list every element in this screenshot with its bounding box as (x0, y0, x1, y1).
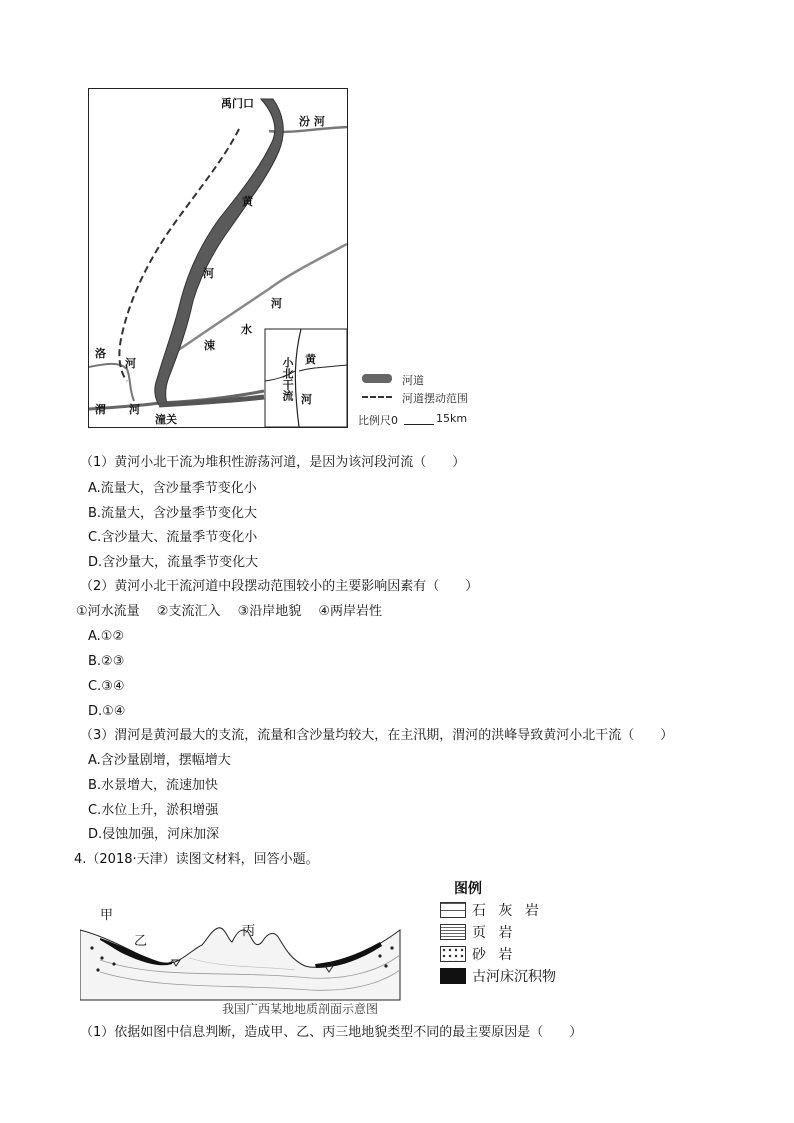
q3-sub3-option-d[interactable]: D.侵蚀加强，河床加深 (88, 827, 220, 842)
q3-sub2-option-c[interactable]: C.③④ (88, 679, 125, 694)
shale-swatch (440, 924, 466, 940)
bedrock-fill (80, 928, 400, 1000)
q3-sub1-option-c[interactable]: C.含沙量大、流量季节变化小 (88, 530, 258, 545)
q3-sub1-option-a[interactable]: A.流量大，含沙量季节变化小 (88, 481, 257, 496)
map-legend (360, 372, 480, 432)
q3-sub3-option-b[interactable]: B.水景增大，流速加快 (88, 778, 219, 793)
label-jia: 甲 (100, 908, 114, 923)
label-tongguan: 潼关 (155, 413, 177, 426)
label-wei: 渭 (95, 403, 106, 416)
sand-dot (96, 968, 99, 971)
legend-scale-prefix: 比例尺0 (358, 414, 398, 427)
legend-shale: 页 岩 (472, 925, 517, 941)
label-he-1: 河 (203, 267, 214, 280)
legend-limestone: 石 灰 岩 (472, 903, 543, 919)
legend-sandstone: 砂 岩 (472, 947, 517, 963)
label-he-3: 河 (125, 357, 136, 370)
channel-island (253, 142, 265, 160)
inset-label-xiaobei: 小北干流 (281, 357, 294, 401)
sand-dot (378, 954, 381, 957)
label-shui: 水 (241, 323, 252, 336)
scale-bar (404, 424, 434, 425)
cross-section-caption: 我国广西某地地质剖面示意图 (222, 1002, 379, 1016)
q3-sub2-factors: ①河水流量 ②支流汇入 ③沿岸地貌 ④两岸岩性 (76, 604, 383, 619)
label-he-2: 河 (271, 297, 282, 310)
q4-header: 4.（2018·天津）读图文材料，回答小题。 (74, 852, 319, 867)
q3-sub3-option-c[interactable]: C.水位上升，淤积增强 (88, 803, 219, 818)
q3-sub2-option-b[interactable]: B.②③ (88, 654, 125, 669)
legend-swing-range: 河道摆动范围 (402, 392, 468, 405)
inset-label-he: 河 (301, 393, 312, 406)
limestone-swatch (440, 902, 466, 918)
label-yi: 乙 (134, 934, 148, 949)
label-huang: 黄 (242, 195, 253, 208)
geo-legend-title: 图例 (454, 881, 482, 897)
q3-sub1-option-b[interactable]: B.流量大，含沙量季节变化大 (88, 506, 258, 521)
channel-swatch (362, 374, 392, 383)
q3-sub1-stem: （1）黄河小北干流为堆积性游荡河道，是因为该河段河流（ ） (80, 455, 466, 470)
q4-sub1-stem: （1）依据如图中信息判断，造成甲、乙、丙三地地貌类型不同的最主要原因是（ ） (80, 1025, 583, 1040)
legend-sediment: 古河床沉积物 (472, 969, 556, 985)
sand-dot (390, 946, 393, 949)
sand-dot (100, 956, 103, 959)
q3-sub2-option-d[interactable]: D.①④ (88, 704, 126, 719)
label-su: 涑 (204, 339, 215, 352)
sand-dot (112, 962, 115, 965)
q3-sub2-stem: （2）黄河小北干流河道中段摆动范围较小的主要影响因素有（ ） (80, 579, 479, 594)
sand-dot (90, 946, 93, 949)
label-luo: 洛 (95, 347, 106, 360)
sand-dot (384, 964, 387, 967)
q3-sub3-stem: （3）渭河是黄河最大的支流，流量和含沙量均较大，在主汛期，渭河的洪峰导致黄河小北干流（ ） (80, 728, 674, 743)
q3-sub3-option-a[interactable]: A.含沙量剧增，摆幅增大 (88, 753, 231, 768)
legend-scale-value: 15km (436, 412, 468, 425)
label-he-4: 河 (129, 403, 140, 416)
geo-legend (438, 878, 588, 988)
yellow-river-channel (155, 99, 283, 405)
q3-sub1-option-d[interactable]: D.含沙量大，流量季节变化大 (88, 555, 259, 570)
label-yumenkou: 禹门口 (221, 97, 254, 110)
label-fenhe: 汾 河 (299, 115, 325, 128)
inset-box (265, 329, 347, 427)
label-bing: 丙 (242, 924, 256, 939)
map-drawing (89, 89, 347, 427)
q3-sub2-option-a[interactable]: A.①② (88, 629, 125, 644)
swing-swatch (362, 396, 392, 398)
sediment-swatch (440, 968, 466, 984)
yellow-river-map (88, 88, 348, 428)
legend-river-channel: 河道 (402, 374, 424, 387)
inset-label-huang: 黄 (305, 353, 316, 366)
sandstone-swatch (440, 946, 466, 962)
